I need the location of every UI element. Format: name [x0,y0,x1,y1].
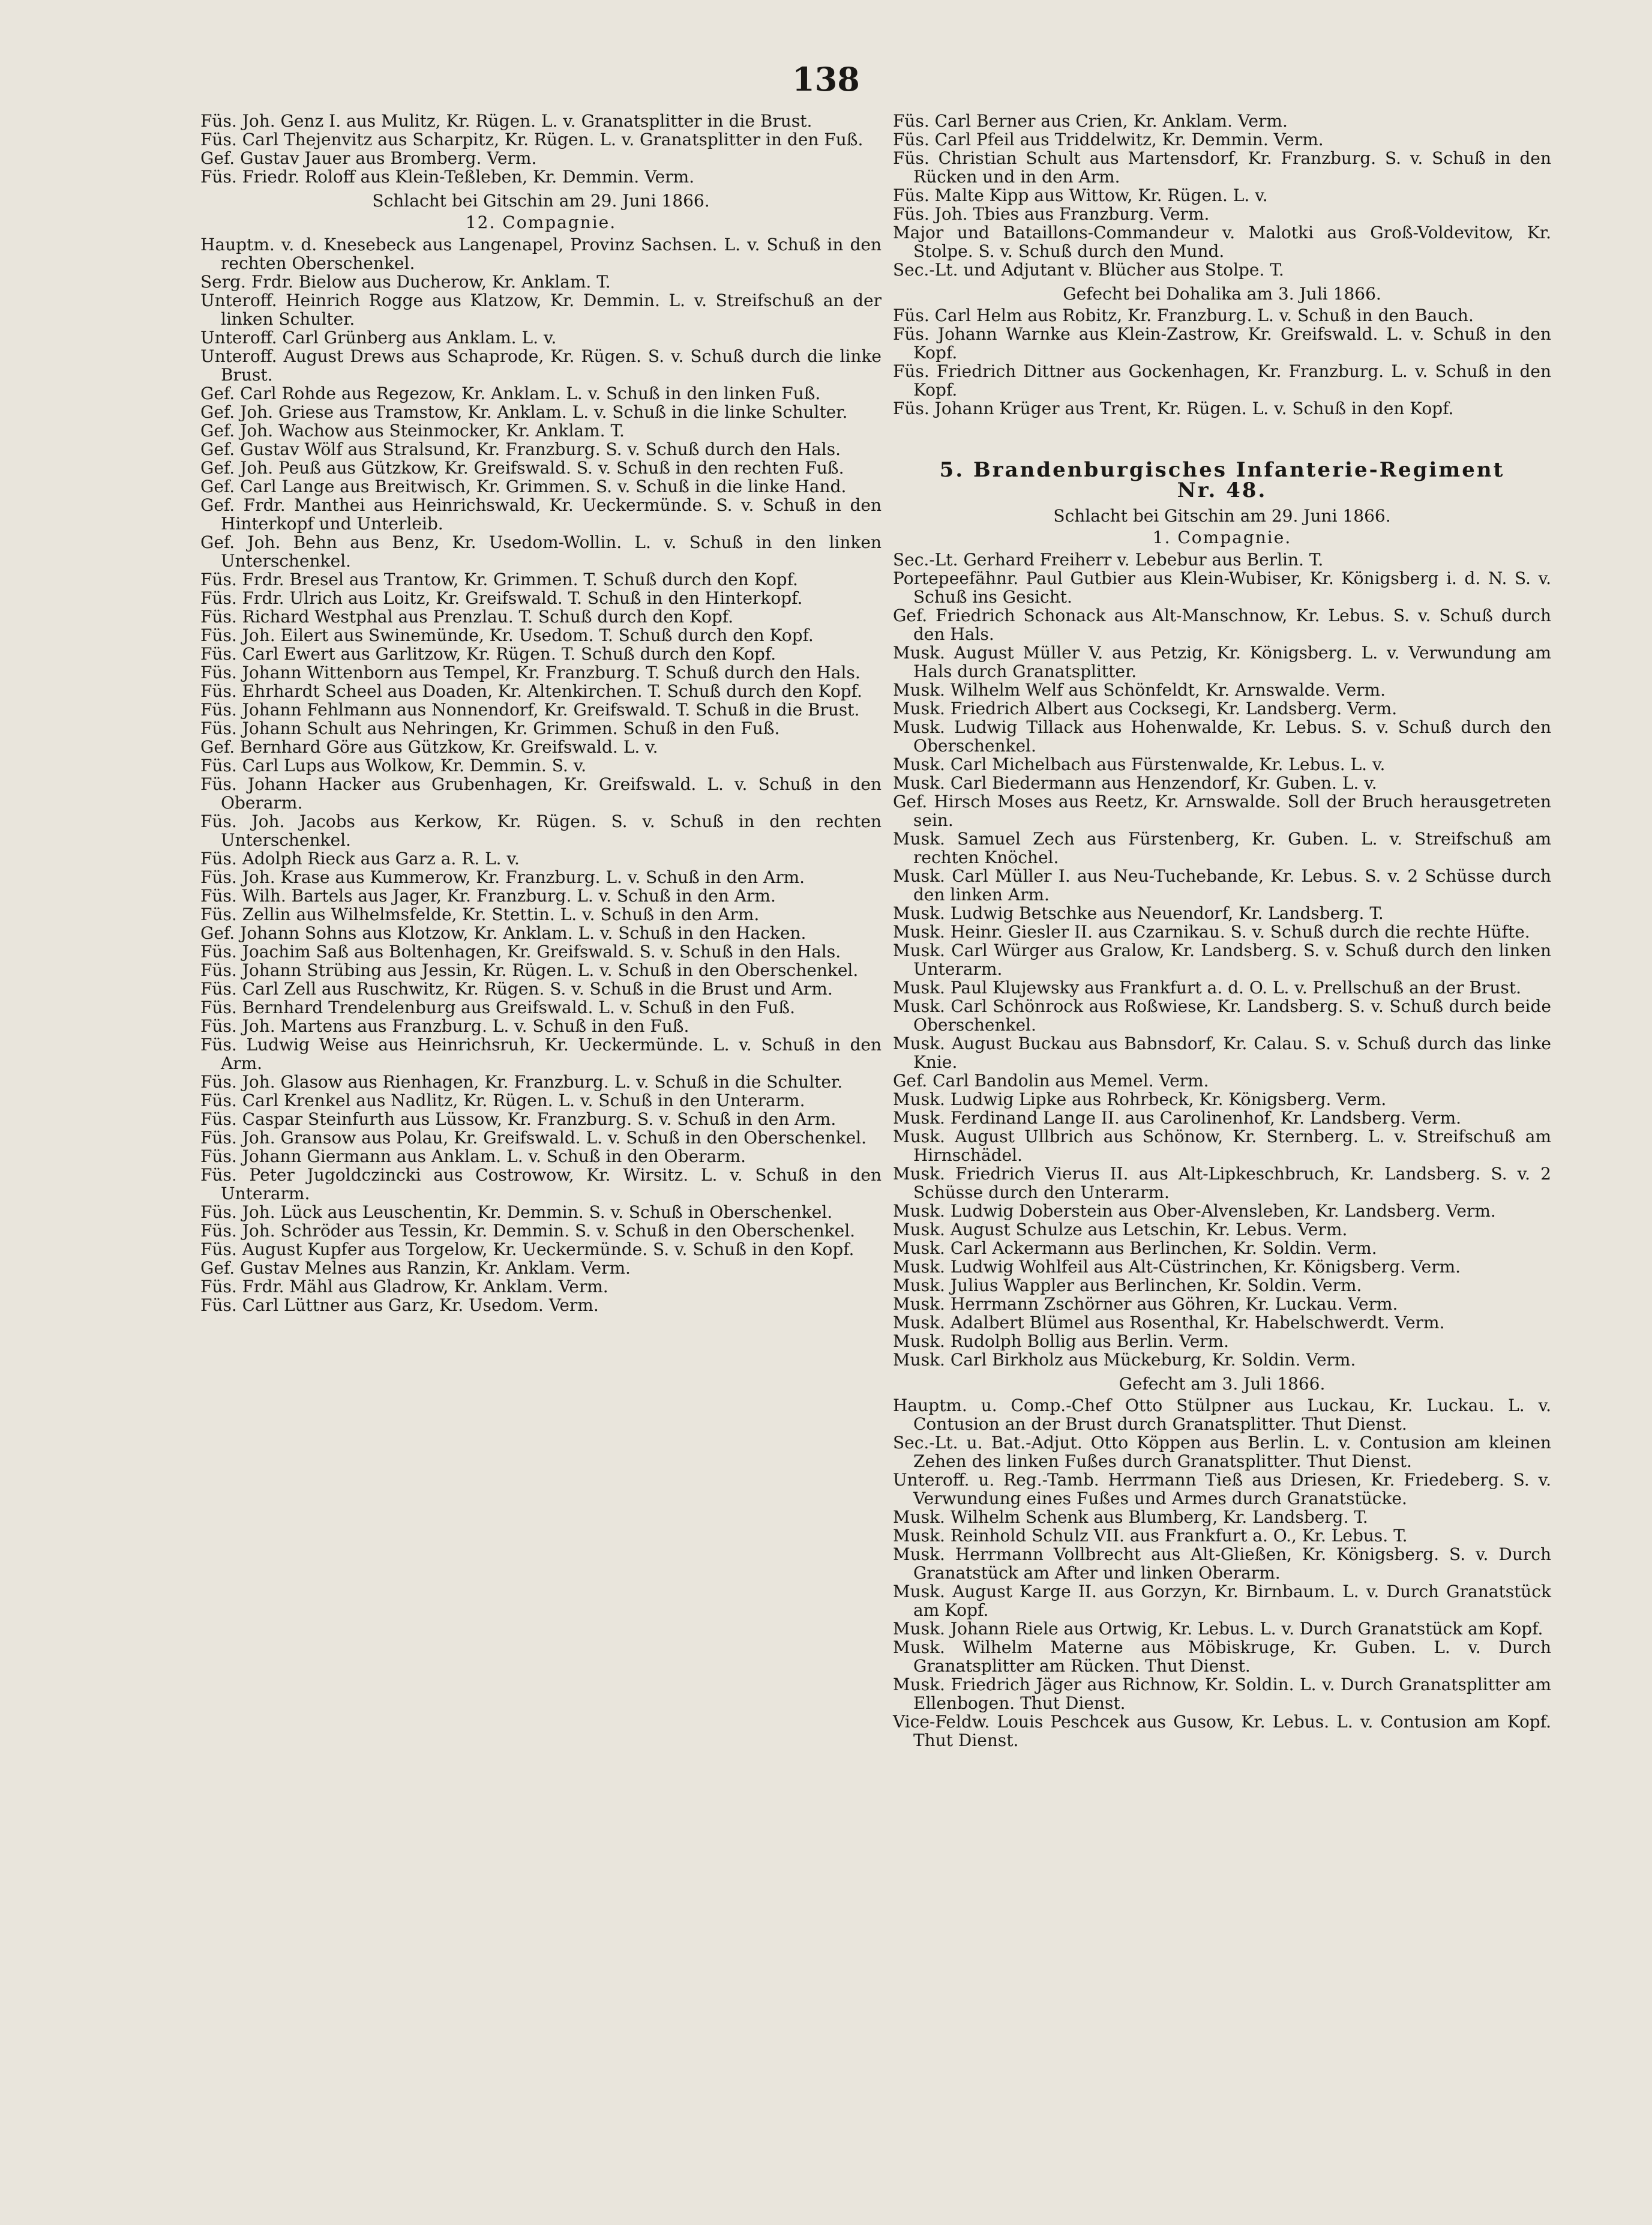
casualty-entry: Füs. Frdr. Ulrich aus Loitz, Kr. Greifswald. T. Schuß in den Hinterkopf. [200,588,803,608]
casualty-entry: Füs. Johann Schult aus Nehringen, Kr. Grimmen. Schuß in den Fuß. [200,718,780,738]
casualty-entry: Unteroff. Carl Grünberg aus Anklam. L. v. [200,328,557,348]
casualty-entry: Füs. Joh. Schröder aus Tessin, Kr. Demmin. S. v. Schuß in den Oberschenkel. [200,1221,856,1241]
casualty-entry: Sec.-Lt. und Adjutant v. Blücher aus Stolpe. T. [893,260,1284,280]
casualty-entry: Musk. Carl Würger aus Gralow, Kr. Landsberg. S. v. Schuß durch den linken Unterarm. [893,941,1551,979]
casualty-entry: Füs. Friedr. Roloff aus Klein-Teßleben, Kr. Demmin. Verm. [200,167,695,187]
casualty-entry: Musk. Heinr. Giesler II. aus Czarnikau. S. v. Schuß durch die rechte Hüfte. [893,922,1530,942]
casualty-entry: Füs. Johann Krüger aus Trent, Kr. Rügen. L. v. Schuß in den Kopf. [893,399,1454,418]
casualty-entry: Musk. Reinhold Schulz VII. aus Frankfurt a. O., Kr. Lebus. T. [893,1526,1408,1546]
casualty-entry: Gef. Gustav Wölf aus Stralsund, Kr. Franzburg. S. v. Schuß durch den Hals. [200,439,841,459]
casualty-entry: Füs. Joh. Gransow aus Polau, Kr. Greifswald. L. v. Schuß in den Oberschenkel. [200,1128,867,1148]
casualty-entry: Hauptm. v. d. Knesebeck aus Langenapel, Provinz Sachsen. L. v. Schuß in den rechten Oberschenkel. [200,235,882,273]
casualty-entry: Gef. Joh. Wachow aus Steinmocker, Kr. Anklam. T. [200,421,625,441]
casualty-entry: Füs. Richard Westphal aus Prenzlau. T. Schuß durch den Kopf. [200,607,734,627]
casualty-entry: Musk. Wilhelm Materne aus Möbiskruge, Kr. Guben. L. v. Durch Granatsplitter am Rücken. Thut Dienst. [893,1637,1551,1676]
casualty-entry: Musk. Ferdinand Lange II. aus Carolinenhof, Kr. Landsberg. Verm. [893,1108,1462,1128]
casualty-entry: Füs. Joh. Martens aus Franzburg. L. v. Schuß in den Fuß. [200,1016,689,1036]
casualty-entry: Musk. Carl Müller I. aus Neu-Tuchebande, Kr. Lebus. S. v. 2 Schüsse durch den linken Arm. [893,866,1551,905]
casualty-entry: Musk. Adalbert Blümel aus Rosenthal, Kr. Habelschwerdt. Verm. [893,1313,1445,1332]
casualty-entry: Musk. Herrmann Vollbrecht aus Alt-Gließen, Kr. Königsberg. S. v. Durch Granatstück am After und linken Oberarm. [893,1544,1551,1583]
casualty-entry: Musk. Samuel Zech aus Fürstenberg, Kr. Guben. L. v. Streifschuß am rechten Knöchel. [893,829,1551,867]
casualty-entry: Musk. Carl Biedermann aus Henzendorf, Kr. Guben. L. v. [893,773,1377,793]
casualty-entry: Füs. Carl Zell aus Ruschwitz, Kr. Rügen. S. v. Schuß in die Brust und Arm. [200,979,833,999]
casualty-entry: Musk. Friedrich Jäger aus Richnow, Kr. Soldin. L. v. Durch Granatsplitter am Ellenbogen. Thut Dienst. [893,1675,1551,1713]
casualty-entry: Füs. Carl Thejenvitz aus Scharpitz, Kr. Rügen. L. v. Granatsplitter in den Fuß. [200,130,864,149]
casualty-entry: Musk. Carl Schönrock aus Roßwiese, Kr. Landsberg. S. v. Schuß durch beide Oberschenkel. [893,996,1551,1035]
regiment-heading-line1: 5. Brandenburgisches Infanterie-Regiment [939,458,1505,482]
casualty-entry: Musk. Julius Wappler aus Berlinchen, Kr. Soldin. Verm. [893,1275,1362,1295]
casualty-entry: Musk. Ludwig Doberstein aus Ober-Alvensleben, Kr. Landsberg. Verm. [893,1201,1496,1221]
casualty-entry: Füs. Zellin aus Wilhelmsfelde, Kr. Stettin. L. v. Schuß in den Arm. [200,905,760,924]
casualty-entry: Gef. Frdr. Manthei aus Heinrichswald, Kr. Ueckermünde. S. v. Schuß in den Hinterkopf und Unterleib. [200,495,882,534]
casualty-entry: Musk. Johann Riele aus Ortwig, Kr. Lebus. L. v. Durch Granatstück am Kopf. [893,1619,1543,1639]
casualty-entry: Füs. Carl Ewert aus Garlitzow, Kr. Rügen. T. Schuß durch den Kopf. [200,644,776,664]
casualty-entry: Musk. Carl Ackermann aus Berlinchen, Kr. Soldin. Verm. [893,1238,1377,1258]
casualty-entry: Füs. Johann Strübing aus Jessin, Kr. Rügen. L. v. Schuß in den Oberschenkel. [200,960,859,980]
casualty-entry: Musk. Rudolph Bollig aus Berlin. Verm. [893,1331,1229,1351]
casualty-entry: Unteroff. Heinrich Rogge aus Klatzow, Kr. Demmin. L. v. Streifschuß an der linken Schulter. [200,291,882,329]
casualty-entry: Musk. Carl Birkholz aus Mückeburg, Kr. Soldin. Verm. [893,1350,1356,1370]
casualty-entry: Gef. Johann Sohns aus Klotzow, Kr. Anklam. L. v. Schuß in den Hacken. [200,923,806,943]
casualty-entry: Füs. Carl Krenkel aus Nadlitz, Kr. Rügen. L. v. Schuß in den Unterarm. [200,1091,805,1110]
casualty-entry: Füs. Joh. Tbies aus Franzburg. Verm. [893,204,1210,224]
casualty-entry: Gef. Joh. Peuß aus Gützkow, Kr. Greifswald. S. v. Schuß in den rechten Fuß. [200,458,844,478]
casualty-entry: Füs. Wilh. Bartels aus Jager, Kr. Franzburg. L. v. Schuß in den Arm. [200,886,776,906]
casualty-entry: Füs. Carl Lups aus Wolkow, Kr. Demmin. S. v. [200,756,587,775]
casualty-entry: Füs. Peter Jugoldczincki aus Costrowow, Kr. Wirsitz. L. v. Schuß in den Unterarm. [200,1165,882,1203]
casualty-entry: Musk. August Buckau aus Babnsdorf, Kr. Calau. S. v. Schuß durch das linke Knie. [893,1034,1551,1072]
right-column [893,112,1551,1750]
casualty-entry: Gef. Joh. Griese aus Tramstow, Kr. Anklam. L. v. Schuß in die linke Schulter. [200,402,848,422]
casualty-entry: Gef. Carl Lange aus Breitwisch, Kr. Grimmen. S. v. Schuß in die linke Hand. [200,477,847,496]
casualty-entry: Füs. Caspar Steinfurth aus Lüssow, Kr. Franzburg. S. v. Schuß in den Arm. [200,1109,837,1129]
casualty-entry: Füs. Joh. Eilert aus Swinemünde, Kr. Usedom. T. Schuß durch den Kopf. [200,625,814,645]
casualty-entry: Gef. Carl Rohde aus Regezow, Kr. Anklam. L. v. Schuß in den linken Fuß. [200,384,821,403]
casualty-entry: Musk. Carl Michelbach aus Fürstenwalde, Kr. Lebus. L. v. [893,754,1386,774]
casualty-entry: Füs. Carl Berner aus Crien, Kr. Anklam. Verm. [893,111,1288,131]
casualty-entry: Musk. Friedrich Vierus II. aus Alt-Lipkeschbruch, Kr. Landsberg. S. v. 2 Schüsse durch den Unterarm. [893,1164,1551,1202]
section-heading: Schlacht bei Gitschin am 29. Juni 1866. [372,191,710,211]
casualty-entry: Füs. Ludwig Weise aus Heinrichsruh, Kr. Ueckermünde. L. v. Schuß in den Arm. [200,1035,882,1073]
casualty-entry: Füs. Carl Helm aus Robitz, Kr. Franzburg. L. v. Schuß in den Bauch. [893,306,1474,325]
section-heading: Gefecht bei Dohalika am 3. Juli 1866. [1063,284,1381,304]
casualty-entry: Musk. Ludwig Tillack aus Hohenwalde, Kr. Lebus. S. v. Schuß durch den Oberschenkel. [893,717,1551,756]
casualty-entry: Füs. Friedrich Dittner aus Gockenhagen, Kr. Franzburg. L. v. Schuß in den Kopf. [893,361,1551,400]
casualty-entry: Serg. Frdr. Bielow aus Ducherow, Kr. Anklam. T. [200,272,611,292]
casualty-entry: Füs. Johann Fehlmann aus Nonnendorf, Kr. Greifswald. T. Schuß in die Brust. [200,700,860,720]
section-heading: Gefecht am 3. Juli 1866. [1119,1374,1326,1394]
casualty-entry: Füs. Frdr. Mähl aus Gladrow, Kr. Anklam. Verm. [200,1277,608,1296]
casualty-entry: Portepeefähnr. Paul Gutbier aus Klein-Wubiser, Kr. Königsberg i. d. N. S. v. Schuß ins Gesicht. [893,568,1551,607]
casualty-entry: Sec.-Lt. u. Bat.-Adjut. Otto Köppen aus Berlin. L. v. Contusion am kleinen Zehen des linken Fußes durch Granatsplitter. Thut Dienst. [893,1433,1551,1471]
casualty-entry: Füs. Johann Hacker aus Grubenhagen, Kr. Greifswald. L. v. Schuß in den Oberarm. [200,774,882,813]
casualty-entry: Musk. Wilhelm Welf aus Schönfeldt, Kr. Arnswalde. Verm. [893,680,1386,700]
casualty-entry: Gef. Friedrich Schonack aus Alt-Manschnow, Kr. Lebus. S. v. Schuß durch den Hals. [893,606,1551,644]
casualty-entry: Füs. Frdr. Bresel aus Trantow, Kr. Grimmen. T. Schuß durch den Kopf. [200,570,798,589]
casualty-entry: Vice-Feldw. Louis Peschcek aus Gusow, Kr. Lebus. L. v. Contusion am Kopf. Thut Dienst. [893,1712,1551,1750]
casualty-entry: Gef. Bernhard Göre aus Gützkow, Kr. Greifswald. L. v. [200,737,658,757]
section-heading: Schlacht bei Gitschin am 29. Juni 1866. [1053,506,1391,526]
casualty-entry: Musk. Friedrich Albert aus Cocksegi, Kr. Landsberg. Verm. [893,699,1398,718]
casualty-entry: Musk. August Ullbrich aus Schönow, Kr. Sternberg. L. v. Streifschuß am Hirnschädel. [893,1127,1551,1165]
casualty-entry: Füs. Ehrhardt Scheel aus Doaden, Kr. Altenkirchen. T. Schuß durch den Kopf. [200,681,862,701]
casualty-entry: Füs. Joh. Lück aus Leuschentin, Kr. Demmin. S. v. Schuß in Oberschenkel. [200,1202,833,1222]
page-number: 138 [792,60,860,98]
casualty-entry: Füs. Johann Warnke aus Klein-Zastrow, Kr. Greifswald. L. v. Schuß in den Kopf. [893,324,1551,363]
casualty-entry: Musk. Ludwig Betschke aus Neuendorf, Kr. Landsberg. T. [893,903,1384,923]
company-heading: 12. Compagnie. [465,212,617,232]
casualty-entry: Füs. Malte Kipp aus Wittow, Kr. Rügen. L. v. [893,185,1268,205]
left-column [200,112,882,1314]
casualty-entry: Unteroff. u. Reg.-Tamb. Herrmann Tieß aus Driesen, Kr. Friedeberg. S. v. Verwundung eines Fußes und Armes durch Granatstücke. [893,1470,1551,1508]
casualty-entry: Füs. Joh. Krase aus Kummerow, Kr. Franzburg. L. v. Schuß in den Arm. [200,867,805,887]
casualty-entry: Musk. August Schulze aus Letschin, Kr. Lebus. Verm. [893,1220,1348,1239]
casualty-entry: Gef. Gustav Jauer aus Bromberg. Verm. [200,148,537,168]
casualty-entry: Füs. Carl Lüttner aus Garz, Kr. Usedom. Verm. [200,1295,599,1315]
casualty-entry: Füs. Johann Wittenborn aus Tempel, Kr. Franzburg. T. Schuß durch den Hals. [200,663,861,682]
casualty-entry: Füs. Joh. Jacobs aus Kerkow, Kr. Rügen. S. v. Schuß in den rechten Unterschenkel. [200,811,882,850]
casualty-entry: Füs. Joh. Glasow aus Rienhagen, Kr. Franzburg. L. v. Schuß in die Schulter. [200,1072,843,1092]
casualty-entry: Füs. Adolph Rieck aus Garz a. R. L. v. [200,849,520,869]
casualty-entry: Gef. Carl Bandolin aus Memel. Verm. [893,1071,1209,1091]
casualty-entry: Gef. Hirsch Moses aus Reetz, Kr. Arnswalde. Soll der Bruch herausgetreten sein. [893,792,1551,830]
casualty-entry: Füs. Carl Pfeil aus Triddelwitz, Kr. Demmin. Verm. [893,130,1324,149]
casualty-entry: Füs. Joh. Genz I. aus Mulitz, Kr. Rügen. L. v. Granatsplitter in die Brust. [200,111,812,131]
casualty-entry: Füs. Joachim Saß aus Boltenhagen, Kr. Greifswald. S. v. Schuß in den Hals. [200,942,841,962]
casualty-entry: Füs. August Kupfer aus Torgelow, Kr. Ueckermünde. S. v. Schuß in den Kopf. [200,1239,855,1259]
casualty-entry: Musk. Herrmann Zschörner aus Göhren, Kr. Luckau. Verm. [893,1294,1398,1314]
casualty-entry: Gef. Joh. Behn aus Benz, Kr. Usedom-Wollin. L. v. Schuß in den linken Unterschenkel. [200,532,882,571]
company-heading: 1. Compagnie. [1152,528,1292,547]
casualty-entry: Major und Bataillons-Commandeur v. Malotki aus Groß-Voldevitow, Kr. Stolpe. S. v. Schuß durch den Mund. [893,223,1551,261]
casualty-entry: Musk. August Müller V. aus Petzig, Kr. Königsberg. L. v. Verwundung am Hals durch Granatsplitter. [893,643,1551,681]
casualty-entry: Sec.-Lt. Gerhard Freiherr v. Lebebur aus Berlin. T. [893,550,1324,570]
casualty-entry: Füs. Bernhard Trendelenburg aus Greifswald. L. v. Schuß in den Fuß. [200,998,795,1017]
casualty-entry: Musk. Ludwig Lipke aus Rohrbeck, Kr. Königsberg. Verm. [893,1089,1387,1109]
casualty-entry: Unteroff. August Drews aus Schaprode, Kr. Rügen. S. v. Schuß durch die linke Brust. [200,346,882,385]
casualty-entry: Musk. Wilhelm Schenk aus Blumberg, Kr. Landsberg. T. [893,1507,1368,1527]
casualty-entry: Füs. Johann Giermann aus Anklam. L. v. Schuß in den Oberarm. [200,1146,746,1166]
regiment-heading [893,460,1551,501]
casualty-entry: Musk. August Karge II. aus Gorzyn, Kr. Birnbaum. L. v. Durch Granatstück am Kopf. [893,1582,1551,1620]
regiment-heading-line2: Nr. 48. [1177,478,1267,502]
casualty-entry: Musk. Ludwig Wohlfeil aus Alt-Cüstrinchen, Kr. Königsberg. Verm. [893,1257,1461,1277]
casualty-entry: Gef. Gustav Melnes aus Ranzin, Kr. Anklam. Verm. [200,1258,631,1278]
casualty-entry: Musk. Paul Klujewsky aus Frankfurt a. d. O. L. v. Prellschuß an der Brust. [893,978,1521,998]
casualty-entry: Füs. Christian Schult aus Martensdorf, Kr. Franzburg. S. v. Schuß in den Rücken und in den Arm. [893,148,1551,187]
casualty-entry: Hauptm. u. Comp.-Chef Otto Stülpner aus Luckau, Kr. Luckau. L. v. Contusion an der Brust durch Granatsplitter. Thut Dienst. [893,1396,1551,1434]
